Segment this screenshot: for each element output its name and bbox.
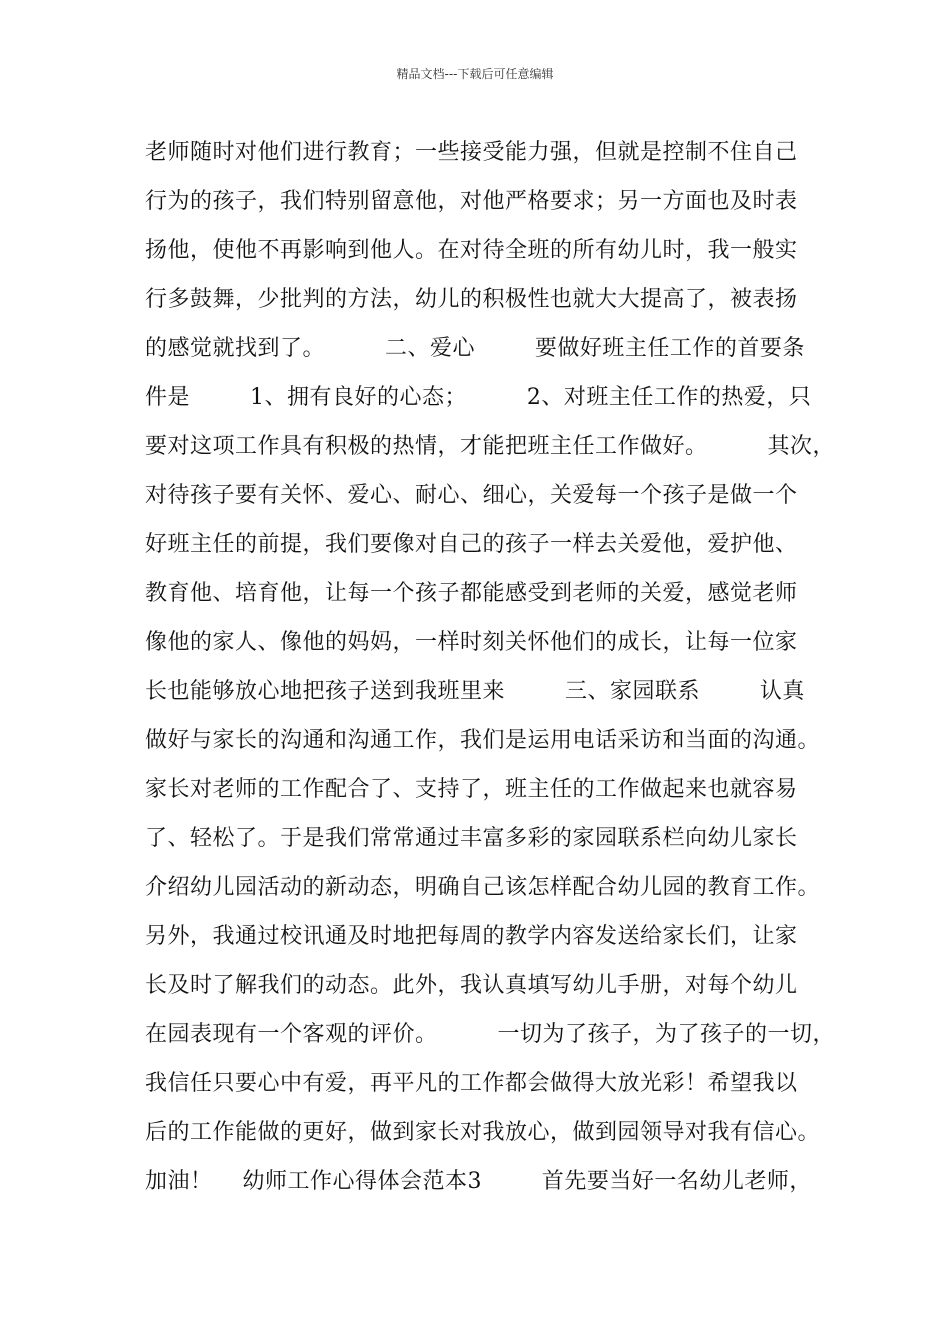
body-line: 另外，我通过校讯通及时地把每周的教学内容发送给家长们，让家 xyxy=(145,924,798,949)
body-line: 行为的孩子，我们特别留意他，对他严格要求；另一方面也及时表 xyxy=(145,189,798,214)
body-line: 介绍幼儿园活动的新动态，明确自己该怎样配合幼儿园的教育工作。 xyxy=(145,875,821,900)
body-line: 长也能够放心地把孩子送到我班里来 三、家园联系 认真 xyxy=(145,679,805,704)
body-line: 后的工作能做的更好，做到家长对我放心，做到园领导对我有信心。 xyxy=(145,1120,821,1145)
body-line: 长及时了解我们的动态。此外，我认真填写幼儿手册，对每个幼儿 xyxy=(145,973,798,998)
body-line: 在园表现有一个客观的评价。 一切为了孩子，为了孩子的一切， xyxy=(145,1022,835,1047)
body-line: 我信任只要心中有爱，再平凡的工作都会做得大放光彩！希望我以 xyxy=(145,1071,798,1096)
body-line: 的感觉就找到了。 二、爱心 要做好班主任工作的首要条 xyxy=(145,336,805,361)
body-line: 加油！ 幼师工作心得体会范本3 首先要当好一名幼儿老师， xyxy=(145,1169,812,1194)
body-line: 要对这项工作具有积极的热情，才能把班主任工作做好。 其次， xyxy=(145,434,835,459)
body-line: 扬他，使他不再影响到他人。在对待全班的所有幼儿时，我一般实 xyxy=(145,238,798,263)
body-line: 做好与家长的沟通和沟通工作，我们是运用电话采访和当面的沟通。 xyxy=(145,728,821,753)
body-line: 好班主任的前提，我们要像对自己的孩子一样去关爱他，爱护他、 xyxy=(145,532,798,557)
body-line: 件是 1、拥有良好的心态； 2、对班主任工作的热爱，只 xyxy=(145,385,812,410)
body-line: 了、轻松了。于是我们常常通过丰富多彩的家园联系栏向幼儿家长 xyxy=(145,826,798,851)
document-body xyxy=(145,128,835,1206)
body-line: 像他的家人、像他的妈妈，一样时刻关怀他们的成长，让每一位家 xyxy=(145,630,798,655)
body-line: 行多鼓舞，少批判的方法，幼儿的积极性也就大大提高了，被表扬 xyxy=(145,287,798,312)
page-header: 精品文档---下载后可任意编辑 xyxy=(396,67,554,81)
body-line: 对待孩子要有关怀、爱心、耐心、细心，关爱每一个孩子是做一个 xyxy=(145,483,798,508)
body-line: 家长对老师的工作配合了、支持了，班主任的工作做起来也就容易 xyxy=(145,777,798,802)
body-line: 老师随时对他们进行教育；一些接受能力强，但就是控制不住自己 xyxy=(145,140,798,165)
body-line: 教育他、培育他，让每一个孩子都能感受到老师的关爱，感觉老师 xyxy=(145,581,798,606)
